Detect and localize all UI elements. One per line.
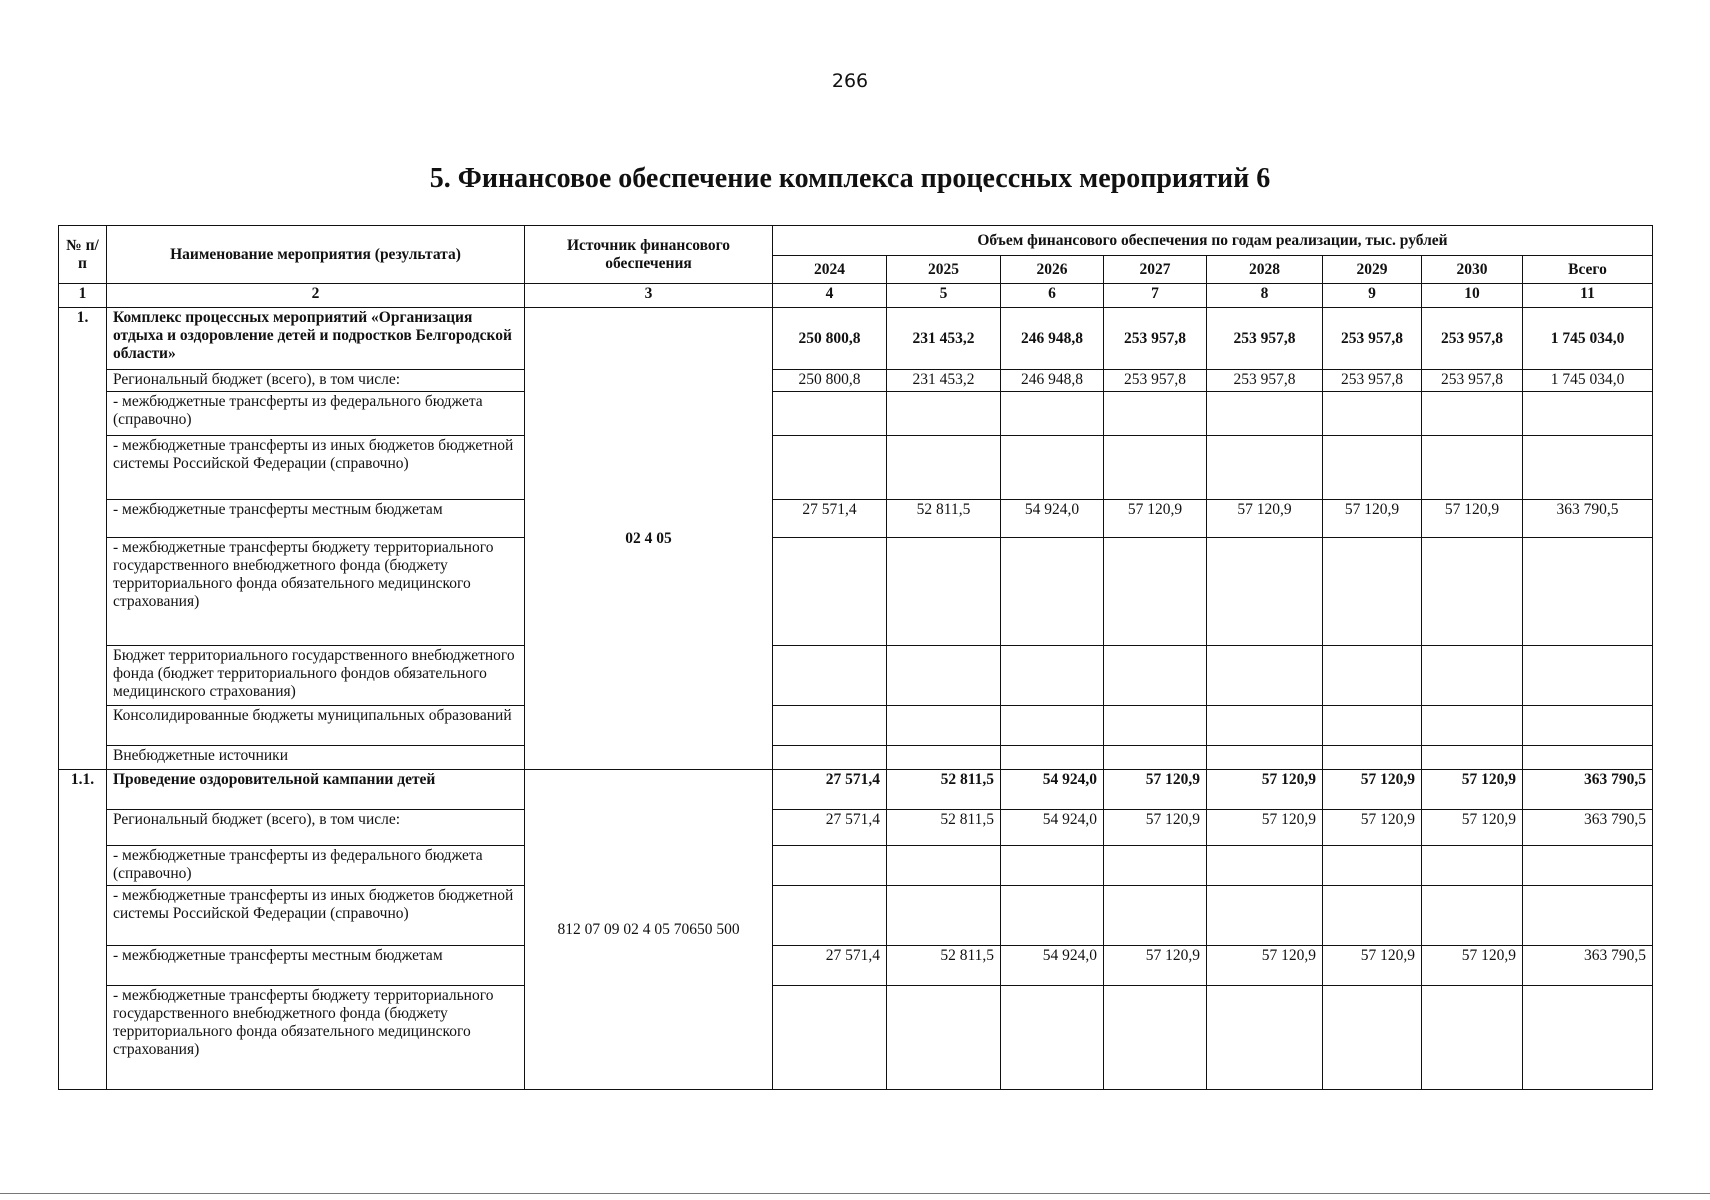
year-value: 253 957,8 [1207,370,1323,392]
year-value [1104,986,1207,1090]
row-name: - межбюджетные трансферты из федерального бюджета (справочно) [107,846,525,886]
year-value: 57 120,9 [1207,946,1323,986]
year-value: 57 120,9 [1422,500,1523,538]
year-value [1104,538,1207,646]
total-value [1523,706,1653,746]
total-value [1523,646,1653,706]
header-year: 2028 [1207,256,1323,284]
total-value: 363 790,5 [1523,946,1653,986]
year-value: 57 120,9 [1104,770,1207,810]
year-value [1422,846,1523,886]
year-value [887,392,1001,436]
table-row [59,810,1653,846]
year-value [1323,986,1422,1090]
year-value [1323,886,1422,946]
year-value: 231 453,2 [887,370,1001,392]
year-value [1207,392,1323,436]
year-value [773,746,887,770]
year-value [1422,538,1523,646]
column-number: 5 [887,284,1001,308]
year-value: 246 948,8 [1001,370,1104,392]
year-value [887,886,1001,946]
table-row [59,538,1653,646]
year-value [1001,538,1104,646]
year-value: 57 120,9 [1104,946,1207,986]
year-value: 52 811,5 [887,946,1001,986]
column-number: 4 [773,284,887,308]
year-value [1422,646,1523,706]
total-value [1523,746,1653,770]
row-name: - межбюджетные трансферты бюджету территориального государственного внебюджетного фонда (бюджету территориального фонда обязательного медицинского страхования) [107,986,525,1090]
table-row [59,770,1653,810]
year-value [1207,986,1323,1090]
header-name: Наименование мероприятия (результата) [107,226,525,284]
total-value: 363 790,5 [1523,500,1653,538]
year-value: 253 957,8 [1422,308,1523,370]
year-value: 54 924,0 [1001,946,1104,986]
year-value [1001,392,1104,436]
table-row [59,308,1653,370]
year-value: 52 811,5 [887,810,1001,846]
table-row [59,986,1653,1090]
year-value: 250 800,8 [773,370,887,392]
year-value [1422,986,1523,1090]
year-value [887,646,1001,706]
year-value: 57 120,9 [1323,500,1422,538]
row-name: Внебюджетные источники [107,746,525,770]
funding-source: 02 4 05 [525,308,773,770]
year-value [1207,646,1323,706]
column-number: 11 [1523,284,1653,308]
year-value [1104,392,1207,436]
header-year: 2027 [1104,256,1207,284]
year-value [887,746,1001,770]
year-value [1001,746,1104,770]
year-value: 27 571,4 [773,770,887,810]
year-value: 253 957,8 [1207,308,1323,370]
row-name: Комплекс процессных мероприятий «Организация отдыха и оздоровление детей и подростков Белгородской области» [107,308,525,370]
year-value [887,846,1001,886]
table-row [59,646,1653,706]
row-name: Бюджет территориального государственного внебюджетного фонда (бюджет территориального фондов обязательного медицинского страхования) [107,646,525,706]
year-value [1104,436,1207,500]
header-year: 2029 [1323,256,1422,284]
year-value [1001,886,1104,946]
column-number: 1 [59,284,107,308]
row-index: 1.1. [59,770,107,1090]
year-value [1104,746,1207,770]
year-value [1323,392,1422,436]
header-source: Источник финансового обеспечения [525,226,773,284]
year-value: 57 120,9 [1104,500,1207,538]
header-year: 2024 [773,256,887,284]
year-value [887,706,1001,746]
year-value [1001,706,1104,746]
year-value: 27 571,4 [773,810,887,846]
year-value: 54 924,0 [1001,500,1104,538]
table-row [59,946,1653,986]
year-value: 57 120,9 [1207,770,1323,810]
year-value [1323,706,1422,746]
row-name: - межбюджетные трансферты местным бюджетам [107,946,525,986]
year-value: 27 571,4 [773,500,887,538]
year-value [773,986,887,1090]
column-number: 6 [1001,284,1104,308]
total-value: 363 790,5 [1523,810,1653,846]
year-value: 246 948,8 [1001,308,1104,370]
year-value: 27 571,4 [773,946,887,986]
table-body [59,308,1653,1090]
table-row [59,846,1653,886]
year-value [1104,846,1207,886]
year-value: 253 957,8 [1323,308,1422,370]
table-row [59,886,1653,946]
total-value [1523,436,1653,500]
year-value [1422,436,1523,500]
column-number: 9 [1323,284,1422,308]
row-name: - межбюджетные трансферты из иных бюджетов бюджетной системы Российской Федерации (справочно) [107,886,525,946]
year-value [773,886,887,946]
column-number: 8 [1207,284,1323,308]
year-value: 52 811,5 [887,500,1001,538]
year-value: 57 120,9 [1323,946,1422,986]
year-value [773,392,887,436]
year-value [1323,436,1422,500]
page-number: 266 [831,70,869,92]
header-year: 2025 [887,256,1001,284]
table-row [59,392,1653,436]
total-value: 1 745 034,0 [1523,370,1653,392]
total-value: 1 745 034,0 [1523,308,1653,370]
year-value [1323,538,1422,646]
year-value: 57 120,9 [1422,810,1523,846]
year-value: 253 957,8 [1422,370,1523,392]
year-value [1001,846,1104,886]
year-value [773,538,887,646]
year-value [1323,846,1422,886]
year-value [773,706,887,746]
year-value [1207,436,1323,500]
header-volume: Объем финансового обеспечения по годам реализации, тыс. рублей [773,226,1653,256]
year-value [773,846,887,886]
year-value: 57 120,9 [1422,946,1523,986]
year-value [1323,746,1422,770]
column-number: 10 [1422,284,1523,308]
year-value [1207,706,1323,746]
header-num: № п/п [59,226,107,284]
column-number: 3 [525,284,773,308]
year-value [1001,646,1104,706]
document-title: 5. Финансовое обеспечение комплекса процессных мероприятий 6 [429,163,1271,194]
year-value: 57 120,9 [1207,500,1323,538]
table-row [59,370,1653,392]
column-number: 7 [1104,284,1207,308]
year-value [1422,746,1523,770]
year-value: 231 453,2 [887,308,1001,370]
table-row [59,706,1653,746]
year-value [773,436,887,500]
year-value [1207,746,1323,770]
year-value [1422,886,1523,946]
year-value: 253 957,8 [1104,370,1207,392]
header-year: 2026 [1001,256,1104,284]
total-value [1523,538,1653,646]
page-bottom-edge [0,1193,1710,1200]
year-value [1104,706,1207,746]
year-value [1104,886,1207,946]
year-value: 57 120,9 [1323,810,1422,846]
year-value [1001,436,1104,500]
year-value: 253 957,8 [1104,308,1207,370]
year-value [1207,846,1323,886]
year-value: 52 811,5 [887,770,1001,810]
row-name: Региональный бюджет (всего), в том числе: [107,370,525,392]
year-value [887,436,1001,500]
total-value [1523,986,1653,1090]
year-value: 54 924,0 [1001,810,1104,846]
total-value [1523,392,1653,436]
financing-table [58,225,1653,1090]
table-row [59,746,1653,770]
year-value: 57 120,9 [1323,770,1422,810]
year-value: 57 120,9 [1422,770,1523,810]
row-name: Проведение оздоровительной кампании детей [107,770,525,810]
table-row [59,436,1653,500]
year-value: 57 120,9 [1207,810,1323,846]
year-value [887,538,1001,646]
total-value [1523,886,1653,946]
row-index: 1. [59,308,107,770]
year-value [887,986,1001,1090]
total-value: 363 790,5 [1523,770,1653,810]
row-name: - межбюджетные трансферты из иных бюджетов бюджетной системы Российской Федерации (справочно) [107,436,525,500]
column-number: 2 [107,284,525,308]
total-value [1523,846,1653,886]
year-value: 54 924,0 [1001,770,1104,810]
year-value [1207,886,1323,946]
year-value: 250 800,8 [773,308,887,370]
year-value [1001,986,1104,1090]
header-year: 2030 [1422,256,1523,284]
row-name: Консолидированные бюджеты муниципальных образований [107,706,525,746]
year-value [1207,538,1323,646]
year-value: 253 957,8 [1323,370,1422,392]
funding-source: 812 07 09 02 4 05 70650 500 [525,770,773,1090]
header-total: Всего [1523,256,1653,284]
year-value [1323,646,1422,706]
row-name: Региональный бюджет (всего), в том числе: [107,810,525,846]
year-value [1104,646,1207,706]
row-name: - межбюджетные трансферты из федерального бюджета (справочно) [107,392,525,436]
row-name: - межбюджетные трансферты бюджету территориального государственного внебюджетного фонда (бюджету территориального фонда обязательного медицинского страхования) [107,538,525,646]
year-value [773,646,887,706]
year-value: 57 120,9 [1104,810,1207,846]
year-value [1422,706,1523,746]
year-value [1422,392,1523,436]
row-name: - межбюджетные трансферты местным бюджетам [107,500,525,538]
table-row [59,500,1653,538]
